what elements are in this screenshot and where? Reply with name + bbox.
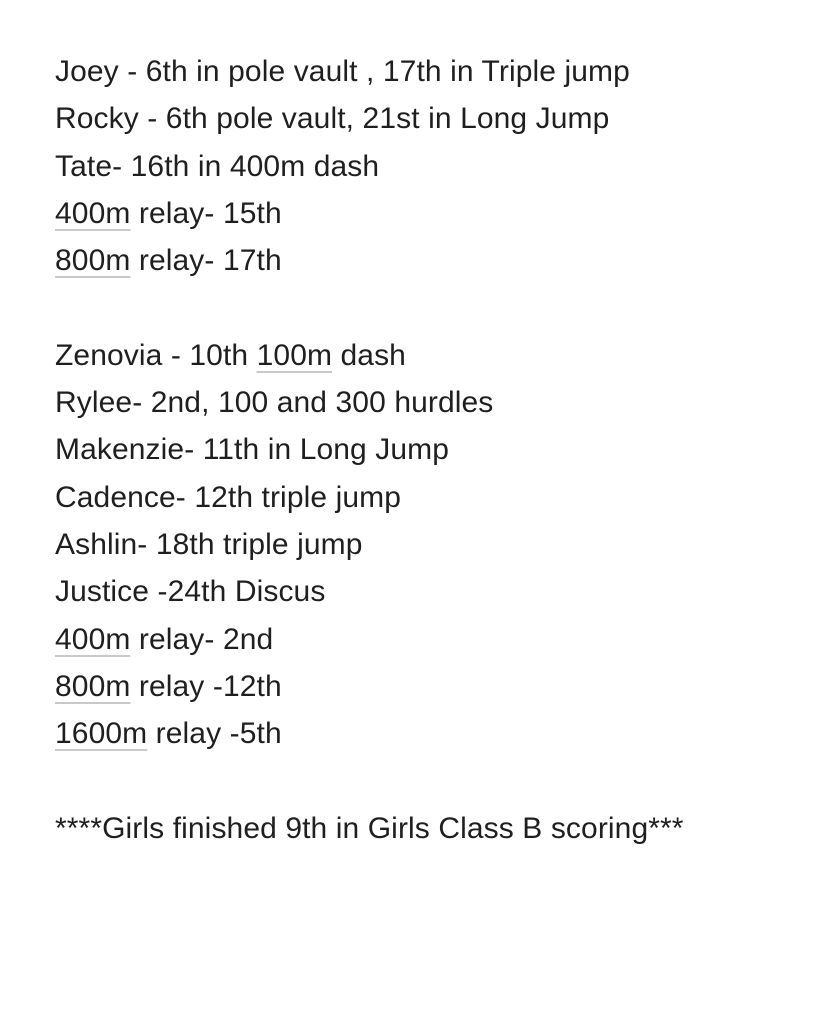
result-text: Cadence- 12th triple jump [55,480,402,514]
result-line-rocky [55,95,815,142]
result-text: relay -5th [147,717,282,751]
result-text: Ashlin- 18th triple jump [55,527,363,561]
result-line-girls-800m-relay [55,663,815,710]
result-line-justice [55,568,815,615]
distance-link[interactable]: 400m [55,196,131,230]
result-line-ashlin [55,521,815,568]
result-line-boys-800m-relay [55,237,815,284]
result-line-cadence [55,474,815,521]
result-line-zenovia [55,332,815,379]
result-line-girls-400m-relay [55,616,815,663]
summary-line [55,805,815,852]
distance-link[interactable]: 800m [55,244,131,278]
distance-link[interactable]: 100m [256,338,333,372]
result-line-tate [55,143,815,190]
result-line-boys-400m-relay [55,190,815,237]
summary-text: ****Girls finished 9th in Girls Class B scoring*** [55,811,684,845]
result-text: Tate- 16th in 400m dash [55,149,380,183]
result-line-joey [55,48,815,95]
note-body [55,48,815,852]
result-text: Makenzie- 11th in Long Jump [55,433,450,467]
result-text: Joey - 6th in pole vault , 17th in Triple jump [55,55,630,88]
distance-link[interactable]: 1600m [55,717,148,751]
result-line-rylee [55,379,815,426]
result-text: relay- 15th [130,196,282,230]
result-text: Justice -24th Discus [55,575,326,609]
result-text: relay -12th [130,669,282,703]
result-text: Rocky - 6th pole vault, 21st in Long Jump [55,102,610,136]
result-text: Rylee- 2nd, 100 and 300 hurdles [55,386,494,420]
distance-link[interactable]: 800m [55,669,131,703]
blank-line [55,284,815,331]
result-line-makenzie [55,426,815,473]
result-line-girls-1600m-relay [55,710,815,757]
result-text: relay- 2nd [130,622,274,656]
result-text: relay- 17th [130,244,282,278]
result-text: Zenovia - 10th [55,338,257,372]
result-text: dash [332,338,406,372]
distance-link[interactable]: 400m [55,622,131,656]
blank-line [55,757,815,804]
